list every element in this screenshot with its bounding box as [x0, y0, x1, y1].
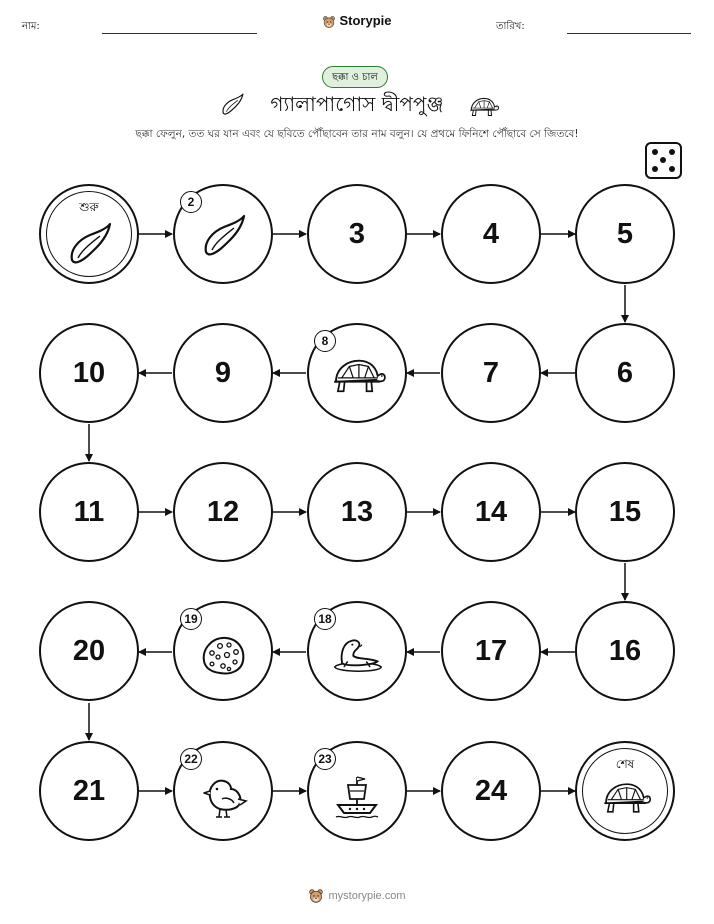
- name-label: নাম:: [22, 21, 40, 32]
- board-cell-13: [307, 462, 407, 562]
- dice-icon: [645, 142, 682, 179]
- board-cell-14: [441, 462, 541, 562]
- tortoise-claw-icon: [198, 212, 248, 262]
- cell-number-badge-19: 19: [180, 608, 202, 630]
- board-cell-6: [575, 323, 675, 423]
- cell-number: 16: [608, 634, 642, 667]
- cell-number: 20: [72, 634, 106, 667]
- storypie-logo-icon: [322, 15, 336, 29]
- cell-number: 6: [616, 356, 634, 389]
- footer-site[interactable]: mystorypie.com: [328, 889, 406, 902]
- game-tag: ছক্কা ও চাল: [322, 66, 388, 88]
- tortoise-claw-icon: [64, 220, 114, 270]
- cell-number: 24: [474, 774, 508, 807]
- cell-number-badge-23: 23: [314, 748, 336, 770]
- board-cell-4: [441, 184, 541, 284]
- board-cell-24: [441, 741, 541, 841]
- storypie-logo-icon: [308, 888, 324, 904]
- board-cell-15: [575, 462, 675, 562]
- board-cell-16: [575, 601, 675, 701]
- start-label: শুরু: [79, 200, 99, 214]
- brand: [0, 13, 714, 29]
- cell-number: 15: [608, 495, 642, 528]
- board-cell-17: [441, 601, 541, 701]
- cell-number-badge-2: 2: [180, 191, 202, 213]
- cell-number: 10: [72, 356, 106, 389]
- lava-rock-icon: [198, 629, 248, 679]
- tortoise-icon: [328, 355, 386, 397]
- board-cell-7: [441, 323, 541, 423]
- board-cell-11: [39, 462, 139, 562]
- cell-number: 11: [73, 495, 105, 528]
- board-cell-finish: [575, 741, 675, 841]
- page-title: গ্যালাপাগোস দ্বীপপুঞ্জ: [270, 92, 444, 116]
- date-line[interactable]: [567, 33, 691, 34]
- brand-name: Storypie: [339, 13, 392, 28]
- sea-lion-icon: [329, 629, 385, 677]
- cell-number: 13: [340, 495, 374, 528]
- finish-label: শেষ: [615, 757, 635, 771]
- board-cell-21: [39, 741, 139, 841]
- bird-icon: [198, 771, 248, 821]
- board-cell-20: [39, 601, 139, 701]
- cell-number: 3: [348, 217, 366, 250]
- cell-number-badge-8: 8: [314, 330, 336, 352]
- instructions: ছক্কা ফেলুন, তত ঘর যান এবং যে ছবিতে পৌঁছাবেন তার নাম বলুন। যে প্রথমে ফিনিশে পৌঁছাবে সে জিতবে!: [135, 128, 579, 140]
- cell-number-badge-18: 18: [314, 608, 336, 630]
- cell-number: 4: [482, 217, 500, 250]
- cell-number: 7: [482, 356, 500, 389]
- board-cell-12: [173, 462, 273, 562]
- board-cell-3: [307, 184, 407, 284]
- board-cell-start: [39, 184, 139, 284]
- cell-number: 17: [474, 634, 508, 667]
- tortoise-icon: [599, 779, 651, 817]
- cell-number-badge-22: 22: [180, 748, 202, 770]
- name-line[interactable]: [102, 33, 257, 34]
- cell-number: 12: [206, 495, 240, 528]
- cell-number: 5: [616, 217, 634, 250]
- cell-number: 9: [214, 356, 232, 389]
- board-cell-9: [173, 323, 273, 423]
- board-cell-5: [575, 184, 675, 284]
- date-label: তারিখ:: [496, 21, 525, 32]
- tortoise-icon: [467, 95, 499, 119]
- ship-icon: [332, 771, 382, 821]
- cell-number: 21: [72, 774, 106, 807]
- cell-number: 14: [474, 495, 508, 528]
- footer: [0, 888, 714, 904]
- board-cell-10: [39, 323, 139, 423]
